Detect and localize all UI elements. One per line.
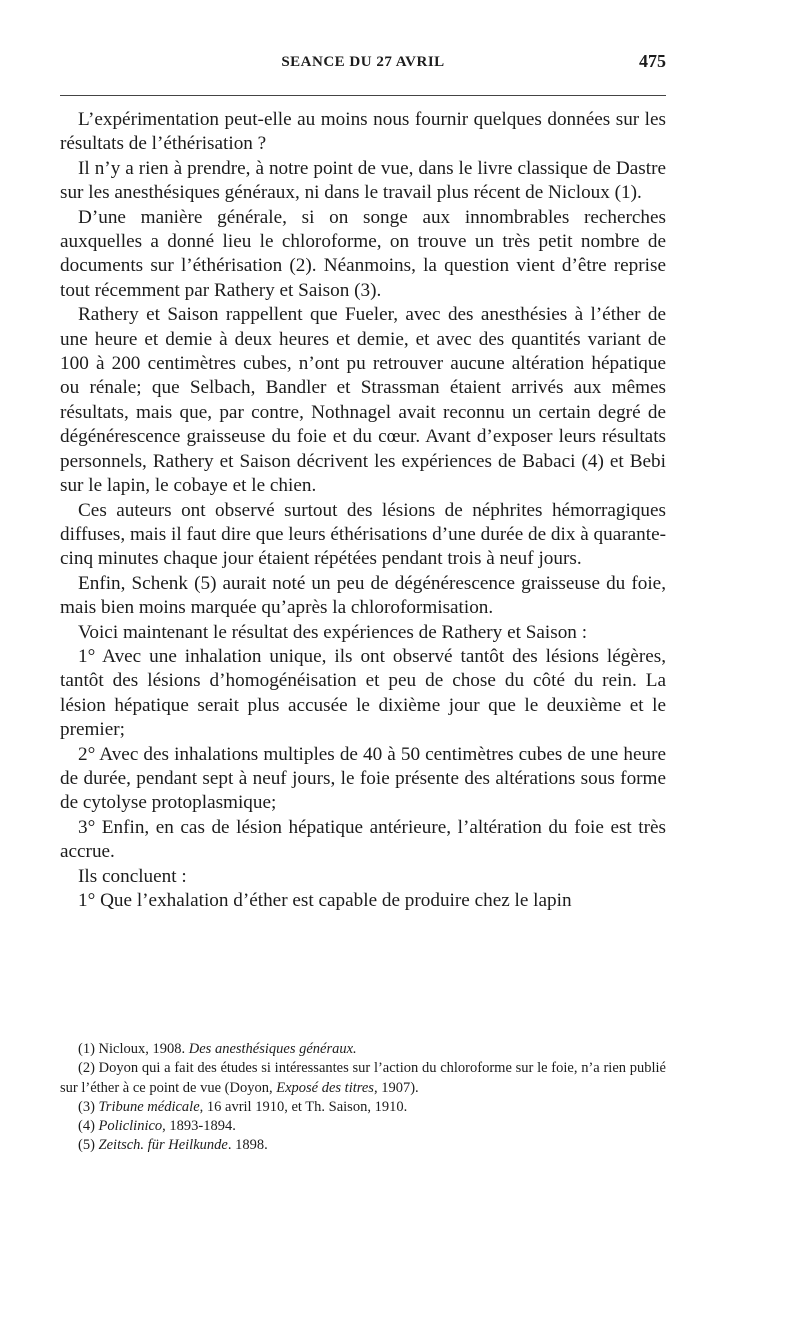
running-title: SEANCE DU 27 AVRIL: [281, 54, 445, 70]
footnote-text: , 16 avril 1910, et Th. Saison, 1910.: [199, 1098, 408, 1115]
paragraph: D’une manière générale, si on songe aux innombrables recherches auxquelles a donné lieu le chloroforme, on trouve un très petit nombre de documents sur l’éthérisation (2). Néanmoins, la question vient d’être reprise tout récemment par Rathery et Saison (3).: [60, 206, 666, 301]
paragraph: 3° Enfin, en cas de lésion hépatique antérieure, l’altération du foie est très accrue.: [60, 816, 666, 863]
footnote-title: Zeitsch. für Heilkunde: [98, 1137, 228, 1154]
footnote-number: (5): [78, 1137, 95, 1154]
footnote: [60, 1098, 666, 1117]
body-text: [60, 108, 666, 913]
footnote: [60, 1136, 666, 1155]
footnote-text: Nicloux, 1908.: [94, 1041, 189, 1057]
running-head: [60, 50, 666, 76]
page-number: 475: [639, 51, 666, 71]
footnote-title: Policlinico: [98, 1118, 163, 1135]
paragraph: 1° Avec une inhalation unique, ils ont observé tantôt des lésions légères, tantôt des lésions d’homogénéisation et peu de chose du côté du rein. La lésion hépatique serait plus accusée le dixième jour que le deuxième et le premier;: [60, 645, 666, 741]
footnote: [60, 1040, 666, 1059]
footnotes: [60, 1040, 666, 1156]
footnote-text: , 1893-1894.: [162, 1118, 236, 1135]
footnote: [60, 1117, 666, 1136]
footnote-number: (4): [78, 1118, 95, 1135]
paragraph: Voici maintenant le résultat des expériences de Rathery et Saison :: [78, 621, 588, 643]
footnote-title: Des anesthésiques généraux.: [188, 1041, 357, 1057]
footnote: [60, 1059, 666, 1098]
header-rule: [60, 95, 666, 96]
paragraph: Ils concluent :: [78, 865, 187, 887]
footnote-title: Exposé des titres: [276, 1079, 374, 1096]
footnote-text: . 1898.: [227, 1137, 268, 1154]
footnote-title: Tribune médicale: [98, 1098, 200, 1115]
footnote-number: (3): [78, 1098, 95, 1115]
paragraph: Enfin, Schenk (5) aurait noté un peu de dégénérescence graisseuse du foie, mais bien moins marquée qu’après la chloroformisation.: [60, 572, 666, 619]
footnote-number: (2): [78, 1060, 95, 1077]
paragraph: 2° Avec des inhalations multiples de 40 à 50 centimètres cubes de une heure de durée, pendant sept à neuf jours, le foie présente des altérations sous forme de cytolyse protoplasmique;: [60, 743, 666, 814]
paragraph: Rathery et Saison rappellent que Fueler, avec des anesthésies à l’éther de une heure et demie à deux heures et demie, et avec des quantités variant de 100 à 200 centimètres cubes, n’ont pu retrouver aucune altération hépatique ou rénale; que Selbach, Bandler et Strassman étaient arrivés aux mêmes résultats, mais que, par contre, Nothnagel avait reconnu un certain degré de dégénérescence graisseuse du foie et du cœur. Avant d’exposer leurs résultats personnels, Rathery et Saison décrivent les expériences de Babaci (4) et Bebi sur le lapin, le cobaye et le chien.: [60, 304, 666, 497]
footnote-number: (1): [78, 1041, 95, 1057]
footnote-text: , 1907).: [373, 1079, 419, 1096]
paragraph: Il n’y a rien à prendre, à notre point de vue, dans le livre classique de Dastre sur les anesthésiques généraux, ni dans le travail plus récent de Nicloux (1).: [60, 157, 666, 204]
paragraph: Ces auteurs ont observé surtout des lésions de néphrites hémorragiques diffuses, mais il faut dire que leurs éthérisations d’une durée de dix à quarante-cinq minutes chaque jour étaient répétées pendant trois à neuf jours.: [60, 499, 666, 570]
paragraph: 1° Que l’exhalation d’éther est capable de produire chez le lapin: [78, 890, 572, 911]
paragraph: L’expérimentation peut-elle au moins nous fournir quelques données sur les résultats de l’éthérisation ?: [60, 109, 666, 155]
footnote-text: Doyon qui a fait des études si intéressantes sur l’action du chloroforme sur le foie, n’a rien publié sur l’éther à ce point de vue (Doyon,: [60, 1060, 666, 1096]
